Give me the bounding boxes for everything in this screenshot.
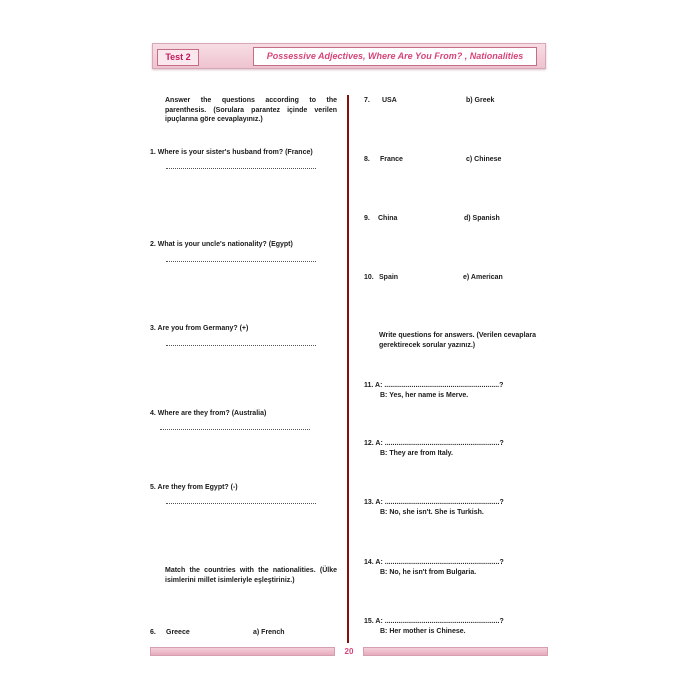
answer-line-3[interactable] <box>166 345 316 346</box>
question-5: 5. Are they from Egypt? (-) <box>150 484 238 491</box>
match-8-country: France <box>380 156 403 163</box>
column-divider <box>347 95 349 643</box>
qa-14-question[interactable]: 14. A: ...........................................................? <box>364 559 504 566</box>
match-7-nationality: b) Greek <box>466 97 495 104</box>
instruction-match: Match the countries with the nationalities. (Ülke isimlerini millet isimleriyle eşleştiriniz.) <box>165 567 337 584</box>
test-label: Test 2 <box>157 49 199 66</box>
match-9-num: 9. <box>364 215 370 222</box>
match-8-nationality: c) Chinese <box>466 156 502 163</box>
instruction-answer: Answer the questions according to the parenthesis. (Sorulara parantez içinde verilen ipuçlarına göre cevaplayınız.) <box>165 97 337 123</box>
question-2: 2. What is your uncle's nationality? (Egypt) <box>150 241 293 248</box>
match-9-nationality: d) Spanish <box>464 215 500 222</box>
qa-12-answer: B: They are from Italy. <box>380 450 454 457</box>
qa-13-answer: B: No, she isn't. She is Turkish. <box>380 509 484 516</box>
match-6-country: Greece <box>166 629 190 636</box>
qa-12-question[interactable]: 12. A: ...........................................................? <box>364 440 504 447</box>
answer-line-4[interactable] <box>160 429 310 430</box>
answer-line-2[interactable] <box>166 261 316 262</box>
match-9-country: China <box>378 215 398 222</box>
qa-11-question[interactable]: 11. A: ...........................................................? <box>364 382 504 389</box>
instruction-write-questions: Write questions for answers. (Verilen cevaplara gerektirecek sorular yazınız.) <box>379 332 537 349</box>
page-number: 20 <box>344 647 354 656</box>
qa-15-question[interactable]: 15. A: ...........................................................? <box>364 618 504 625</box>
topic-title: Possessive Adjectives, Where Are You From? , Nationalities <box>253 47 537 66</box>
match-10-country: Spain <box>379 274 399 281</box>
match-10-nationality: e) American <box>463 274 503 281</box>
match-6-nationality: a) French <box>253 629 285 636</box>
qa-15-answer: B: Her mother is Chinese. <box>380 628 466 635</box>
footer-bar-left <box>150 647 335 656</box>
qa-14-answer: B: No, he isn't from Bulgaria. <box>380 569 477 576</box>
question-1: 1. Where is your sister's husband from? (France) <box>150 149 313 156</box>
qa-11-answer: B: Yes, her name is Merve. <box>380 392 469 399</box>
match-8-num: 8. <box>364 156 370 163</box>
answer-line-5[interactable] <box>166 503 316 504</box>
question-4: 4. Where are they from? (Australia) <box>150 410 267 417</box>
question-3: 3. Are you from Germany? (+) <box>150 325 249 332</box>
qa-13-question[interactable]: 13. A: ...........................................................? <box>364 499 504 506</box>
footer-bar-right <box>363 647 548 656</box>
match-6-num: 6. <box>150 629 156 636</box>
match-7-country: USA <box>382 97 397 104</box>
match-7-num: 7. <box>364 97 370 104</box>
answer-line-1[interactable] <box>166 168 316 169</box>
match-10-num: 10. <box>364 274 374 281</box>
